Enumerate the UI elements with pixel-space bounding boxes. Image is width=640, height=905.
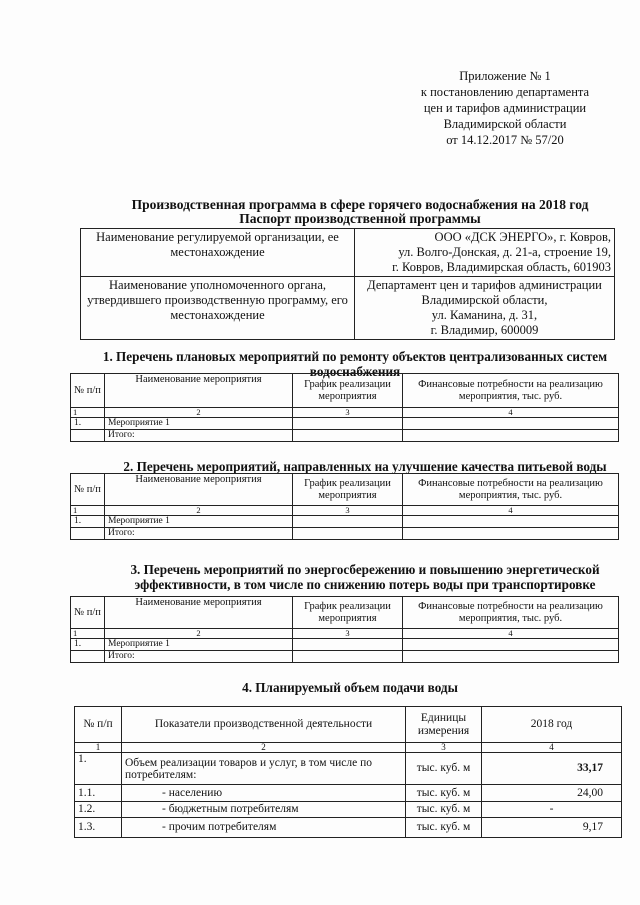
passport-value-line: Владимирской области, [421, 293, 548, 307]
col-number: 2 [122, 743, 406, 753]
row-unit: тыс. куб. м [406, 753, 482, 785]
row-schedule [293, 639, 403, 651]
table-header-row [71, 474, 619, 506]
row-number: 1. [75, 753, 122, 785]
row-schedule [293, 418, 403, 430]
passport-value [355, 229, 615, 277]
col-name-header: Наименование мероприятия [105, 374, 293, 408]
row-value: - [482, 802, 622, 818]
row-schedule [293, 516, 403, 528]
total-label: Итого: [105, 651, 293, 663]
table-row [81, 277, 615, 340]
table-number-row [75, 743, 622, 753]
section-4-title: 4. Планируемый объем подачи воды [242, 680, 458, 695]
row-number [71, 430, 105, 442]
section-3-title [100, 562, 630, 592]
row-unit: тыс. куб. м [406, 785, 482, 802]
col-num-header: № п/п [71, 474, 105, 506]
col-number: 4 [403, 629, 619, 639]
row-unit: тыс. куб. м [406, 818, 482, 838]
col-number: 3 [293, 408, 403, 418]
col-number: 1 [71, 629, 105, 639]
row-value: 24,00 [482, 785, 622, 802]
row-number: 1.1. [75, 785, 122, 802]
passport-table [80, 228, 615, 340]
row-number: 1.2. [75, 802, 122, 818]
col-number: 1 [71, 408, 105, 418]
row-measure-name: Мероприятие 1 [105, 639, 293, 651]
row-indicator: - бюджетным потребителям [122, 802, 406, 818]
col-number: 2 [105, 629, 293, 639]
row-finance [403, 528, 619, 540]
table-header-row [71, 597, 619, 629]
table-row [75, 802, 622, 818]
table-row [71, 418, 619, 430]
passport-value-line: г. Ковров, Владимирская область, 601903 [392, 260, 611, 274]
row-indicator: Объем реализации товаров и услуг, в том числе по потребителям: [122, 753, 406, 785]
col-number: 2 [105, 408, 293, 418]
section-2-title: 2. Перечень мероприятий, направленных на улучшение качества питьевой воды [123, 459, 607, 474]
row-number: 1. [71, 639, 105, 651]
table-row [71, 639, 619, 651]
col-number: 4 [403, 408, 619, 418]
row-number: 1.3. [75, 818, 122, 838]
col-finance-header: Финансовые потребности на реализацию мероприятия, тыс. руб. [403, 597, 619, 629]
passport-value-line: ООО «ДСК ЭНЕРГО», г. Ковров, [434, 230, 611, 244]
volume-table [74, 706, 622, 838]
table-row [71, 516, 619, 528]
total-label: Итого: [105, 528, 293, 540]
section-title-line: эффективности, в том числе по снижению потерь воды при транспортировке [134, 577, 596, 592]
row-number [71, 651, 105, 663]
row-number: 1. [71, 516, 105, 528]
table-total-row [71, 430, 619, 442]
passport-label: Наименование регулируемой организации, ее местонахождение [81, 229, 355, 277]
row-finance [403, 430, 619, 442]
table-number-row [71, 506, 619, 516]
row-finance [403, 418, 619, 430]
row-finance [403, 516, 619, 528]
col-num-header: № п/п [71, 374, 105, 408]
passport-value [355, 277, 615, 340]
row-schedule [293, 528, 403, 540]
row-schedule [293, 430, 403, 442]
table-row [75, 785, 622, 802]
col-num-header: № п/п [71, 597, 105, 629]
col-schedule-header: График реализации мероприятия [293, 597, 403, 629]
row-number: 1. [71, 418, 105, 430]
row-value: 9,17 [482, 818, 622, 838]
program-title: Производственная программа в сфере горячего водоснабжения на 2018 год [131, 197, 589, 212]
appendix-line: от 14.12.2017 № 57/20 [446, 133, 564, 147]
appendix-line: к постановлению департамента [420, 85, 590, 99]
table-row [75, 753, 622, 785]
table-total-row [71, 528, 619, 540]
col-number: 1 [75, 743, 122, 753]
col-number: 3 [293, 629, 403, 639]
appendix-line: цен и тарифов администрации [423, 101, 587, 115]
row-unit: тыс. куб. м [406, 802, 482, 818]
section-title-line: 1. Перечень плановых мероприятий по ремонту объектов централизованных систем [102, 349, 608, 364]
row-finance [403, 639, 619, 651]
table-header-row [75, 707, 622, 743]
row-indicator: - прочим потребителям [122, 818, 406, 838]
section-title-line: 3. Перечень мероприятий по энергосбережению и повышению энергетической [130, 562, 600, 577]
row-finance [403, 651, 619, 663]
appendix-block [400, 68, 610, 148]
col-schedule-header: График реализации мероприятия [293, 374, 403, 408]
passport-value-line: г. Владимир, 600009 [430, 323, 539, 337]
row-measure-name: Мероприятие 1 [105, 516, 293, 528]
appendix-line: Владимирской области [443, 117, 567, 131]
appendix-line: Приложение № 1 [459, 69, 551, 83]
col-number: 2 [105, 506, 293, 516]
table-number-row [71, 629, 619, 639]
row-number [71, 528, 105, 540]
measures-table-3 [70, 596, 619, 663]
passport-value-line: Департамент цен и тарифов администрации [367, 278, 602, 292]
col-finance-header: Финансовые потребности на реализацию мероприятия, тыс. руб. [403, 374, 619, 408]
col-number: 3 [406, 743, 482, 753]
col-finance-header: Финансовые потребности на реализацию мероприятия, тыс. руб. [403, 474, 619, 506]
col-name-header: Наименование мероприятия [105, 597, 293, 629]
section-title-line: водоснабжения [309, 364, 401, 379]
col-number: 1 [71, 506, 105, 516]
col-number: 4 [403, 506, 619, 516]
col-num-header: № п/п [75, 707, 122, 743]
table-row [81, 229, 615, 277]
passport-title: Паспорт производственной программы [239, 211, 481, 226]
row-value: 33,17 [482, 753, 622, 785]
table-total-row [71, 651, 619, 663]
table-header-row [71, 374, 619, 408]
passport-label: Наименование уполномоченного органа, утвердившего производственную программу, его местонахождение [81, 277, 355, 340]
col-number: 3 [293, 506, 403, 516]
table-row [75, 818, 622, 838]
col-year-header: 2018 год [482, 707, 622, 743]
measures-table-1 [70, 373, 619, 442]
col-schedule-header: График реализации мероприятия [293, 474, 403, 506]
col-unit-header: Единицы измерения [406, 707, 482, 743]
col-name-header: Наименование мероприятия [105, 474, 293, 506]
row-indicator: - населению [122, 785, 406, 802]
passport-value-line: ул. Каманина, д. 31, [431, 308, 538, 322]
col-indicator-header: Показатели производственной деятельности [122, 707, 406, 743]
col-number: 4 [482, 743, 622, 753]
table-number-row [71, 408, 619, 418]
row-schedule [293, 651, 403, 663]
measures-table-2 [70, 473, 619, 540]
passport-value-line: ул. Волго-Донская, д. 21-а, строение 19, [398, 245, 611, 259]
total-label: Итого: [105, 430, 293, 442]
row-measure-name: Мероприятие 1 [105, 418, 293, 430]
